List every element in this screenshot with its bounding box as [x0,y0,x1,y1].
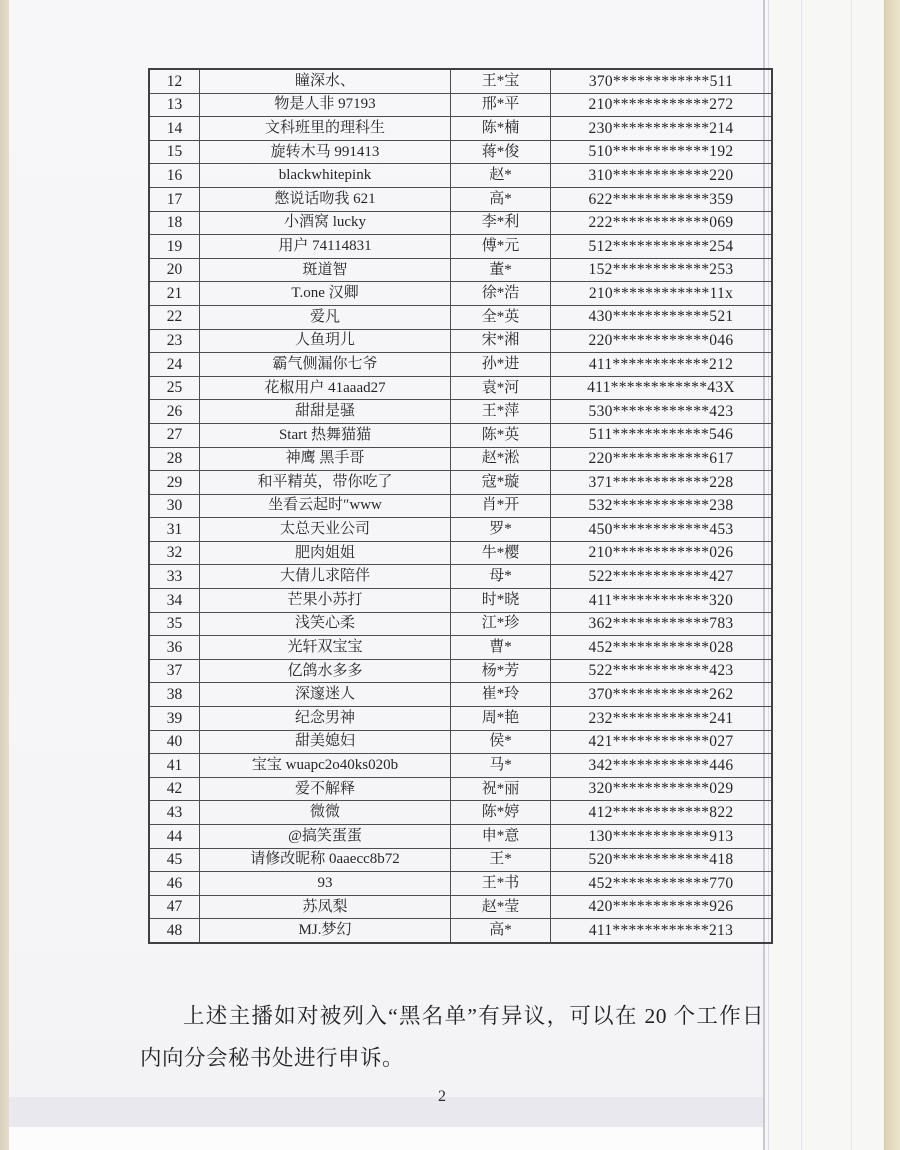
cell-row-number: 15 [149,140,200,164]
cell-row-number: 35 [149,612,200,636]
cell-id-number: 210************11x [551,282,773,306]
cell-id-number: 220************046 [551,329,773,353]
cell-row-number: 17 [149,187,200,211]
cell-row-number: 41 [149,754,200,778]
cell-real-name: 杨*芳 [451,659,551,683]
cell-id-number: 411************43X [551,376,773,400]
cell-row-number: 12 [149,69,200,93]
cell-row-number: 44 [149,825,200,849]
cell-row-number: 18 [149,211,200,235]
cell-nickname: 瞳深水、 [200,69,451,93]
cell-id-number: 411************212 [551,353,773,377]
cell-nickname: 憋说话吻我 621 [200,187,451,211]
cell-nickname: 肥肉姐姐 [200,541,451,565]
cell-nickname: 人鱼玥儿 [200,329,451,353]
cell-id-number: 370************511 [551,69,773,93]
table-row [149,187,772,211]
table-row [149,518,772,542]
table-row [149,895,772,919]
cell-row-number: 14 [149,117,200,141]
cell-real-name: 陈*楠 [451,117,551,141]
table-row [149,282,772,306]
cell-row-number: 24 [149,353,200,377]
cell-real-name: 王* [451,848,551,872]
cell-id-number: 412************822 [551,801,773,825]
cell-nickname: 斑道智 [200,258,451,282]
cell-real-name: 全*英 [451,305,551,329]
table-row [149,376,772,400]
cell-row-number: 39 [149,707,200,731]
table-row [149,612,772,636]
cell-nickname: 霸气侧漏你七爷 [200,353,451,377]
table-row [149,589,772,613]
page-number: 2 [438,1088,446,1105]
cell-nickname: 亿鸽水多多 [200,659,451,683]
cell-row-number: 20 [149,258,200,282]
table-row [149,235,772,259]
table-row [149,400,772,424]
cell-row-number: 40 [149,730,200,754]
cell-row-number: 19 [149,235,200,259]
cell-id-number: 532************238 [551,494,773,518]
cell-real-name: 申*意 [451,825,551,849]
table-row [149,707,772,731]
cell-row-number: 45 [149,848,200,872]
cell-id-number: 522************423 [551,659,773,683]
cell-id-number: 342************446 [551,754,773,778]
cell-id-number: 232************241 [551,707,773,731]
table-row [149,659,772,683]
cell-id-number: 520************418 [551,848,773,872]
cell-id-number: 411************213 [551,919,773,943]
cell-nickname: MJ.梦幻 [200,919,451,943]
cell-nickname: 用户 74114831 [200,235,451,259]
cell-nickname: 文科班里的理科生 [200,117,451,141]
cell-real-name: 孙*进 [451,353,551,377]
page-edge-line [801,0,802,1150]
table-row [149,447,772,471]
cell-id-number: 320************029 [551,777,773,801]
cell-real-name: 王*书 [451,872,551,896]
cell-nickname: 宝宝 wuapc2o40ks020b [200,754,451,778]
cell-nickname: 太总天业公司 [200,518,451,542]
table-row [149,872,772,896]
cell-row-number: 42 [149,777,200,801]
cell-id-number: 522************427 [551,565,773,589]
page-bottom-shadow-band [0,1097,763,1127]
cell-real-name: 袁*河 [451,376,551,400]
cell-nickname: 微微 [200,801,451,825]
cell-row-number: 48 [149,919,200,943]
cell-real-name: 牛*樱 [451,541,551,565]
cell-real-name: 寇*璇 [451,471,551,495]
cell-nickname: 光轩双宝宝 [200,636,451,660]
cell-row-number: 36 [149,636,200,660]
table-row [149,848,772,872]
table-row [149,305,772,329]
cell-row-number: 22 [149,305,200,329]
cell-nickname: 和平精英，带你吃了 [200,471,451,495]
table-row [149,69,772,93]
cell-row-number: 13 [149,93,200,117]
cell-nickname: 旋转木马 991413 [200,140,451,164]
cell-row-number: 37 [149,659,200,683]
cell-real-name: 崔*玲 [451,683,551,707]
cell-real-name: 周*艳 [451,707,551,731]
cell-row-number: 25 [149,376,200,400]
cell-nickname: Start 热舞猫猫 [200,423,451,447]
cell-real-name: 王*宝 [451,69,551,93]
page-stack-right-area [763,0,900,1150]
table-row [149,117,772,141]
appeal-note: 上述主播如对被列入“黑名单”有异议，可以在 20 个工作日内向分会秘书处进行申诉。 [140,1004,764,1070]
cell-row-number: 16 [149,164,200,188]
cell-nickname: 神鹰 黑手哥 [200,447,451,471]
underlying-page-edge [0,1127,763,1150]
table-row [149,258,772,282]
cell-real-name: 高* [451,919,551,943]
cell-real-name: 马* [451,754,551,778]
cell-row-number: 23 [149,329,200,353]
cell-id-number: 421************027 [551,730,773,754]
cell-row-number: 28 [149,447,200,471]
table-row [149,919,772,943]
cell-nickname: 请修改昵称 0aaecc8b72 [200,848,451,872]
cell-id-number: 450************453 [551,518,773,542]
cell-id-number: 530************423 [551,400,773,424]
cell-id-number: 310************220 [551,164,773,188]
table-row [149,353,772,377]
cell-real-name: 罗* [451,518,551,542]
cell-real-name: 祝*丽 [451,777,551,801]
cell-nickname: 甜美媳妇 [200,730,451,754]
cell-id-number: 362************783 [551,612,773,636]
scan-edge-right [884,0,900,1150]
cell-row-number: 32 [149,541,200,565]
cell-id-number: 230************214 [551,117,773,141]
cell-id-number: 512************254 [551,235,773,259]
cell-id-number: 511************546 [551,423,773,447]
cell-row-number: 33 [149,565,200,589]
cell-real-name: 高* [451,187,551,211]
cell-nickname: 大倩儿求陪伴 [200,565,451,589]
table-row [149,754,772,778]
cell-real-name: 江*珍 [451,612,551,636]
cell-nickname: 坐看云起时″www [200,494,451,518]
cell-id-number: 152************253 [551,258,773,282]
blacklist-table [148,68,773,944]
table-row [149,777,772,801]
table-row [149,565,772,589]
table-row [149,329,772,353]
cell-nickname: 小酒窝 lucky [200,211,451,235]
cell-id-number: 420************926 [551,895,773,919]
table-row [149,636,772,660]
cell-row-number: 43 [149,801,200,825]
cell-nickname: 纪念男神 [200,707,451,731]
cell-real-name: 王*萍 [451,400,551,424]
table-row [149,494,772,518]
cell-real-name: 董* [451,258,551,282]
cell-id-number: 130************913 [551,825,773,849]
cell-real-name: 肖*开 [451,494,551,518]
cell-real-name: 母* [451,565,551,589]
cell-real-name: 傅*元 [451,235,551,259]
table-row [149,801,772,825]
cell-nickname: blackwhitepink [200,164,451,188]
cell-row-number: 29 [149,471,200,495]
cell-row-number: 46 [149,872,200,896]
table-row [149,423,772,447]
cell-row-number: 27 [149,423,200,447]
cell-id-number: 510************192 [551,140,773,164]
table-row [149,164,772,188]
cell-real-name: 赵*淞 [451,447,551,471]
cell-id-number: 222************069 [551,211,773,235]
cell-nickname: 芒果小苏打 [200,589,451,613]
cell-id-number: 371************228 [551,471,773,495]
table-row [149,541,772,565]
cell-id-number: 210************272 [551,93,773,117]
cell-row-number: 30 [149,494,200,518]
cell-nickname: T.one 汉卿 [200,282,451,306]
cell-real-name: 赵* [451,164,551,188]
cell-row-number: 47 [149,895,200,919]
cell-nickname: 93 [200,872,451,896]
table-row [149,211,772,235]
cell-nickname: 浅笑心柔 [200,612,451,636]
table-row [149,825,772,849]
cell-real-name: 徐*浩 [451,282,551,306]
cell-real-name: 曹* [451,636,551,660]
cell-real-name: 宋*湘 [451,329,551,353]
table-row [149,683,772,707]
cell-real-name: 赵*莹 [451,895,551,919]
cell-real-name: 邢*平 [451,93,551,117]
table-row [149,93,772,117]
cell-real-name: 侯* [451,730,551,754]
cell-real-name: 陈*婷 [451,801,551,825]
cell-real-name: 时*晓 [451,589,551,613]
cell-id-number: 370************262 [551,683,773,707]
cell-nickname: 甜甜是骚 [200,400,451,424]
page-edge-line [851,0,852,1150]
cell-row-number: 26 [149,400,200,424]
cell-row-number: 34 [149,589,200,613]
cell-nickname: 爱凡 [200,305,451,329]
cell-nickname: 物是人非 97193 [200,93,451,117]
cell-id-number: 622************359 [551,187,773,211]
cell-row-number: 38 [149,683,200,707]
cell-nickname: @搞笑蛋蛋 [200,825,451,849]
table-row [149,471,772,495]
cell-id-number: 430************521 [551,305,773,329]
cell-id-number: 452************770 [551,872,773,896]
cell-id-number: 452************028 [551,636,773,660]
table-row [149,730,772,754]
cell-id-number: 210************026 [551,541,773,565]
cell-nickname: 爱不解释 [200,777,451,801]
cell-id-number: 220************617 [551,447,773,471]
cell-row-number: 31 [149,518,200,542]
table-row [149,140,772,164]
cell-row-number: 21 [149,282,200,306]
cell-id-number: 411************320 [551,589,773,613]
cell-real-name: 蒋*俊 [451,140,551,164]
cell-nickname: 深邃迷人 [200,683,451,707]
cell-nickname: 花椒用户 41aaad27 [200,376,451,400]
scan-edge-left [0,0,9,1150]
cell-real-name: 李*利 [451,211,551,235]
cell-nickname: 苏凤梨 [200,895,451,919]
cell-real-name: 陈*英 [451,423,551,447]
